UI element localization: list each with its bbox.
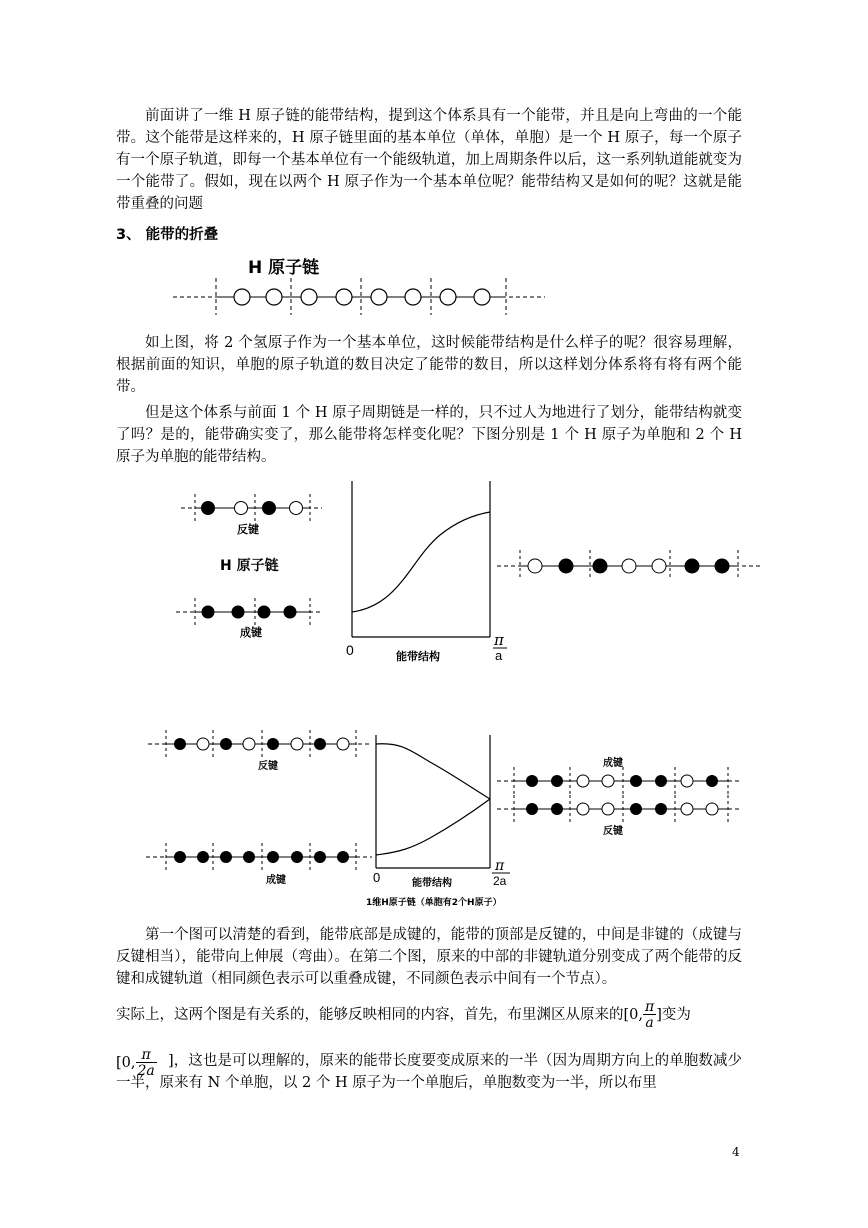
band-axes: [352, 481, 490, 637]
h-atom: [440, 289, 456, 305]
antibond-label: 反键: [237, 523, 259, 536]
fraction-numerator: π: [645, 999, 655, 1015]
page-number: 4: [732, 1145, 740, 1159]
h-atom: [371, 289, 387, 305]
fig3-antibond-label: 反键: [258, 761, 278, 772]
h-atoms: [234, 289, 490, 305]
paragraph-2: 如上图，将 2 个氢原子作为一个基本单位，这时候能带结构是什么样子的呢？很容易理解，根据前面的知识，单胞的原子轨道的数目决定了能带的数目，所以这样划分体系将有将有两个能带。: [116, 335, 742, 395]
fig3-axis-origin: 0: [373, 870, 381, 885]
para6-text-a: [0,: [116, 1055, 136, 1071]
fig3-axis-pi: π: [495, 858, 505, 874]
axis-caption: 能带结构: [396, 650, 440, 663]
fig3-upper-band: [376, 744, 490, 799]
h-atom: [405, 289, 421, 305]
fig3-caption: 1维H原子链（单胞有2个H原子）: [366, 898, 502, 908]
fraction-denominator: a: [643, 1014, 656, 1030]
paragraph-6-text: ]，这也是可以理解的，原来的能带长度要变成原来的一半（因为周期方向上的单胞数减少一半，原来有 N 个单胞，以 2 个 H 原子为一个单胞后，单胞数变为一半，所以布里: [116, 1053, 742, 1091]
paragraph-3: 但是这个体系与前面 1 个 H 原子周期链是一样的，只不过人为地进行了划分，能带结构就变了吗？是的，能带确实变了，那么能带将怎样变化呢？下图分别是 1 个 H 原子为单胞和 2 个 H 原子为单胞的能带结构。: [116, 405, 742, 465]
paragraph-5: [116, 995, 742, 1035]
fig3-band-axes: [376, 735, 490, 868]
fig3-right-top-label: 成键: [603, 758, 623, 769]
axis-origin: 0: [346, 642, 354, 658]
fig3-bond-label: 成键: [266, 875, 286, 886]
bond-label: 成键: [240, 626, 262, 639]
band-curve: [352, 512, 490, 612]
fig3-antibond-chain: [148, 730, 372, 758]
fig3-bond-chain: [146, 843, 372, 871]
paragraph-4: 第一个图可以清楚的看到，能带底部是成键的，能带的顶部是反键的，中间是非键的（成键与反键相当），能带向上伸展（弯曲）。在第二个图，原来的中部的非键轨道分别变成了两个能带的反键和成键轨道（相同颜色表示可以重叠成键，不同颜色表示中间有一个节点）。: [116, 927, 742, 987]
cell-separators: [216, 278, 506, 315]
h-atom: [234, 289, 250, 305]
fig3-axis-2a: 2a: [493, 874, 507, 888]
axis-a: a: [495, 648, 503, 663]
fraction-pi-over-a: [643, 1000, 656, 1030]
para5-text-b: ]变为: [656, 1007, 691, 1023]
fig3-right-bottom-label: 反键: [603, 826, 623, 837]
fraction-denominator: 2a: [137, 1063, 155, 1079]
para5-text-a: 实际上，这两个图是有关系的，能够反映相同的内容，首先，布里渊区从原来的[0,: [116, 1007, 643, 1023]
fig3-right-chain-top: [497, 767, 742, 795]
fig3-axis-caption: 能带结构: [412, 878, 452, 889]
h-atom: [336, 289, 352, 305]
h-atom: [301, 289, 317, 305]
axis-pi: π: [494, 631, 504, 649]
h-atom: [474, 289, 490, 305]
right-chain: [497, 550, 762, 580]
fig3-right-chain-bottom: [497, 795, 742, 823]
section-heading: 3、 能带的折叠: [116, 227, 219, 243]
figure1-title: H 原子链: [248, 258, 320, 278]
chain-title: H 原子链: [220, 558, 279, 574]
fraction-numerator: π: [141, 1047, 151, 1063]
h-atom: [266, 289, 282, 305]
bond-chain: [176, 598, 322, 626]
intro-paragraph: 前面讲了一维 H 原子链的能带结构，提到这个体系具有一个能带，并且是向上弯曲的一个能带。这个能带是这样来的，H 原子链里面的基本单位（单体，单胞）是一个 H 原子，每一个原子有一个原子轨道，即每一个基本单位有一个能级轨道，加上周期条件以后，这一系列轨道能就变为一个能带了。假如，现在以两个 H 原子作为一个基本单位呢？能带结构又是如何的呢？这就是能带重叠的问题: [116, 108, 742, 212]
fig3-lower-band: [376, 799, 490, 855]
antibond-chain: [181, 494, 322, 522]
